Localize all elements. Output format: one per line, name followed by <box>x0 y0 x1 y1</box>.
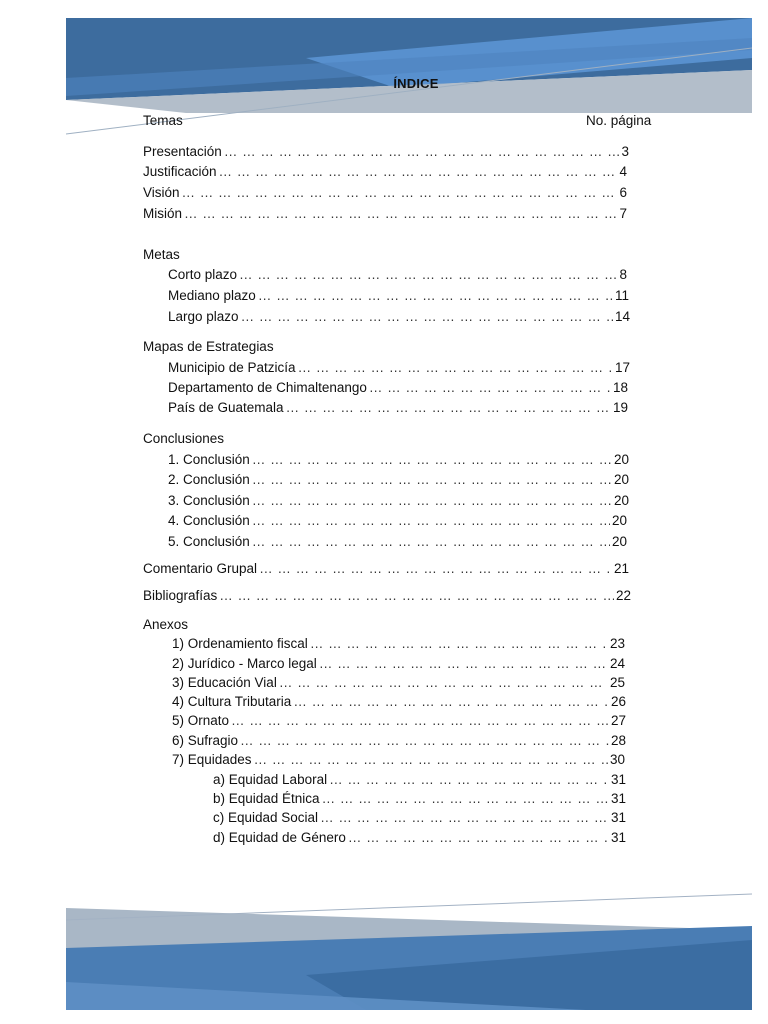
section-heading-mapas: Mapas de Estrategias <box>143 339 274 354</box>
leader-dots <box>252 533 610 550</box>
toc-entry-chimaltenango: Departamento de Chimaltenango … … … … … … … … … … … … … … … … … … … … … … … … … … … … … … … … … … … … … … … … … … … … … … 18 <box>168 379 628 396</box>
leader-dots <box>239 266 617 283</box>
leader-dots <box>348 829 609 846</box>
toc-entry-bibliografias: Bibliografías … … … … … … … … … … … … … … … … … … … … … … … … … … … … … … … … … … … … … … … … … … … … … … 22 <box>143 587 631 604</box>
document-title: ÍNDICE <box>393 76 439 91</box>
toc-entry-equidad-laboral: a) Equidad Laboral … … … … … … … … … … … … … … … … … … … … … … … … … … … … … … … … … … … … … … … … … … … … … … 31 <box>213 771 626 788</box>
leader-dots <box>310 635 608 652</box>
toc-entry-justificacion: Justificación … … … … … … … … … … … … … … … … … … … … … … … … … … … … … … … … … … … … … … … … … … … … … … 4 <box>143 163 627 180</box>
toc-entry-vision: Visión … … … … … … … … … … … … … … … … … … … … … … … … … … … … … … … … … … … … … … … … … … … … … … 6 <box>143 184 627 201</box>
leader-dots <box>182 184 618 201</box>
leader-dots <box>224 143 620 160</box>
leader-dots <box>286 399 611 416</box>
leader-dots <box>252 512 610 529</box>
section-heading-metas: Metas <box>143 247 180 262</box>
toc-entry-equidad-social: c) Equidad Social … … … … … … … … … … … … … … … … … … … … … … … … … … … … … … … … … … … … … … … … … … … … … … 31 <box>213 809 626 826</box>
toc-entry-conclusion-3: 3. Conclusión … … … … … … … … … … … … … … … … … … … … … … … … … … … … … … … … … … … … … … … … … … … … … … 20 <box>168 492 629 509</box>
leader-dots <box>322 790 609 807</box>
toc-entry-juridico: 2) Jurídico - Marco legal … … … … … … … … … … … … … … … … … … … … … … … … … … … … … … … … … … … … … … … … … … … … … … 24 <box>172 655 625 672</box>
leader-dots <box>319 655 608 672</box>
toc-entry-conclusion-1: 1. Conclusión … … … … … … … … … … … … … … … … … … … … … … … … … … … … … … … … … … … … … … … … … … … … … … 20 <box>168 451 629 468</box>
toc-entry-mision: Misión … … … … … … … … … … … … … … … … … … … … … … … … … … … … … … … … … … … … … … … … … … … … … … 7 <box>143 205 627 222</box>
toc-entry-equidad-etnica: b) Equidad Étnica … … … … … … … … … … … … … … … … … … … … … … … … … … … … … … … … … … … … … … … … … … … … … … 31 <box>213 790 626 807</box>
column-header-topics: Temas <box>143 113 183 128</box>
column-header-page: No. página <box>586 113 652 128</box>
toc-entry-educacion-vial: 3) Educación Vial … … … … … … … … … … … … … … … … … … … … … … … … … … … … … … … … … … … … … … … … … … … … … … 25 <box>172 674 625 691</box>
toc-entry-conclusion-2: 2. Conclusión … … … … … … … … … … … … … … … … … … … … … … … … … … … … … … … … … … … … … … … … … … … … … … 20 <box>168 471 629 488</box>
leader-dots <box>240 732 609 749</box>
toc-entry-ordenamiento-fiscal: 1) Ordenamiento fiscal … … … … … … … … … … … … … … … … … … … … … … … … … … … … … … … … … … … … … … … … … … … … … … 23 <box>172 635 625 652</box>
toc-entry-sufragio: 6) Sufragio … … … … … … … … … … … … … … … … … … … … … … … … … … … … … … … … … … … … … … … … … … … … … … 28 <box>172 732 626 749</box>
leader-dots <box>184 205 617 222</box>
leader-dots <box>252 492 612 509</box>
leader-dots <box>298 359 613 376</box>
toc-entry-conclusion-4: 4. Conclusión … … … … … … … … … … … … … … … … … … … … … … … … … … … … … … … … … … … … … … … … … … … … … … 20 <box>168 512 627 529</box>
leader-dots <box>254 751 608 768</box>
leader-dots <box>293 693 609 710</box>
leader-dots <box>241 308 613 325</box>
toc-entry-equidad-genero: d) Equidad de Género … … … … … … … … … … … … … … … … … … … … … … … … … … … … … … … … … … … … … … … … … … … … … … 31 <box>213 829 626 846</box>
toc-entry-ornato: 5) Ornato … … … … … … … … … … … … … … … … … … … … … … … … … … … … … … … … … … … … … … … … … … … … … … 27 <box>172 712 626 729</box>
section-heading-conclusiones: Conclusiones <box>143 431 225 446</box>
toc-entry-comentario-grupal: Comentario Grupal … … … … … … … … … … … … … … … … … … … … … … … … … … … … … … … … … … … … … … … … … … … … … … 21 <box>143 560 629 577</box>
leader-dots <box>279 674 608 691</box>
leader-dots <box>219 587 614 604</box>
toc-entry-conclusion-5: 5. Conclusión … … … … … … … … … … … … … … … … … … … … … … … … … … … … … … … … … … … … … … … … … … … … … … 20 <box>168 533 627 550</box>
toc-entry-equidades: 7) Equidades … … … … … … … … … … … … … … … … … … … … … … … … … … … … … … … … … … … … … … … … … … … … … … 30 <box>172 751 625 768</box>
toc-entry-cultura-tributaria: 4) Cultura Tributaria … … … … … … … … … … … … … … … … … … … … … … … … … … … … … … … … … … … … … … … … … … … … … … 26 <box>172 693 626 710</box>
toc-entry-guatemala: País de Guatemala … … … … … … … … … … … … … … … … … … … … … … … … … … … … … … … … … … … … … … … … … … … … … … 19 <box>168 399 628 416</box>
section-heading-anexos: Anexos <box>143 617 189 632</box>
toc-entry-patzicia: Municipio de Patzicía … … … … … … … … … … … … … … … … … … … … … … … … … … … … … … … … … … … … … … … … … … … … … … 17 <box>168 359 630 376</box>
leader-dots <box>320 809 609 826</box>
leader-dots <box>258 287 613 304</box>
toc-entry-corto-plazo: Corto plazo … … … … … … … … … … … … … … … … … … … … … … … … … … … … … … … … … … … … … … … … … … … … … … 8 <box>168 266 627 283</box>
toc-entry-mediano-plazo: Mediano plazo … … … … … … … … … … … … … … … … … … … … … … … … … … … … … … … … … … … … … … … … … … … … … … 11 <box>168 287 629 304</box>
leader-dots <box>252 451 612 468</box>
toc-entry-presentacion: Presentación … … … … … … … … … … … … … … … … … … … … … … … … … … … … … … … … … … … … … … … … … … … … … … 3 <box>143 143 629 160</box>
leader-dots <box>259 560 612 577</box>
leader-dots <box>369 379 611 396</box>
leader-dots <box>219 163 618 180</box>
leader-dots <box>329 771 609 788</box>
leader-dots <box>231 712 609 729</box>
leader-dots <box>252 471 612 488</box>
footer-decoration <box>66 890 752 1010</box>
toc-entry-largo-plazo: Largo plazo … … … … … … … … … … … … … … … … … … … … … … … … … … … … … … … … … … … … … … … … … … … … … … 14 <box>168 308 630 325</box>
